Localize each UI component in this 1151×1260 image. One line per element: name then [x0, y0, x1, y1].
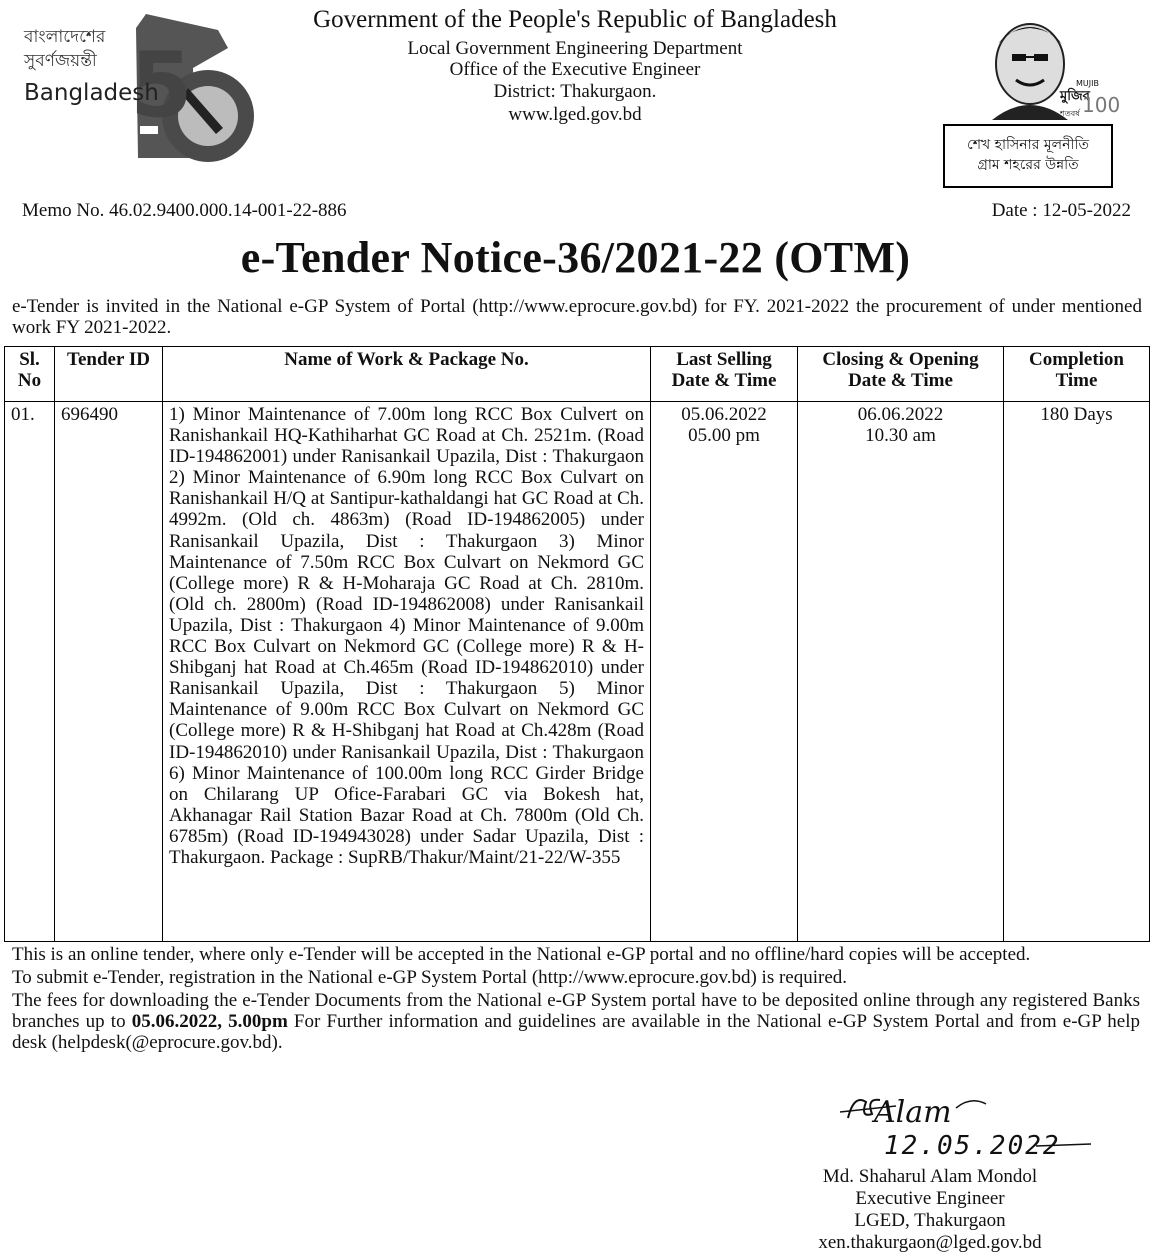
- header-closing: Closing & Opening Date & Time: [798, 347, 1004, 402]
- header-work: Name of Work & Package No.: [163, 347, 651, 402]
- signature-date: 12.05.2022: [884, 1131, 1061, 1161]
- handwritten-signature: [836, 1088, 1096, 1160]
- logo-bn-line2: সুবর্ণজয়ন্তী: [24, 51, 97, 71]
- footer-note-online: This is an online tender, where only e-Tender will be accepted in the National e-GP portal and no offline/hard copies will be accepted.: [12, 944, 1031, 965]
- cell-closing: [798, 402, 1004, 942]
- footer-notes: [12, 944, 1140, 1055]
- header-last-selling: Last Selling Date & Time: [651, 347, 798, 402]
- mujib-label-bn2: শতবর্ষ: [1060, 109, 1080, 118]
- footer-note-registration: To submit e-Tender, registration in the National e-GP System Portal (http://www.eprocure.gov.bd) is required.: [12, 967, 848, 988]
- footer-note-fees: [12, 990, 1140, 1053]
- fees-text-b: For Further information and guidelines are available in the National e-GP System Portal and from e-GP help desk (helpdesk(@eprocure.gov.bd).: [12, 1011, 1140, 1053]
- last-selling-date: 05.06.2022: [681, 404, 767, 425]
- table-header-row: [5, 347, 1150, 402]
- signature-name: Alam: [874, 1095, 952, 1130]
- closing-time: 10.30 am: [865, 425, 936, 447]
- header-sl: Sl. No: [5, 347, 55, 402]
- logo-bn-line1: বাংলাদেশের: [24, 27, 106, 47]
- svg-text:5: 5: [130, 33, 193, 138]
- closing-date: 06.06.2022: [857, 404, 944, 425]
- mujib-100-logo: [972, 10, 1121, 122]
- header-completion: Completion Time: [1004, 347, 1150, 402]
- cell-sl: 01.: [5, 402, 55, 942]
- tender-table: [4, 346, 1150, 942]
- signatory-office: LGED, Thakurgaon: [854, 1210, 1006, 1231]
- signatory-block: [770, 1166, 1090, 1254]
- intro-text: e-Tender is invited in the National e-GP System of Portal (http://www.eprocure.gov.bd) for FY. 2021-2022 the procurement of under mentioned work FY 2021-2022.: [12, 296, 1142, 338]
- signatory-designation: Executive Engineer: [855, 1188, 1005, 1209]
- mujib-label-bn: মুজিব: [1060, 89, 1090, 104]
- cell-work: [163, 402, 651, 942]
- signatory-email[interactable]: xen.thakurgaon@lged.gov.bd: [818, 1232, 1042, 1253]
- package-number: Package : SupRB/Thakur/Maint/21-22/W-355: [269, 846, 621, 868]
- cell-completion: 180 Days: [1004, 402, 1150, 942]
- department-name: Local Government Engineering Department: [407, 38, 743, 59]
- mujib-number: 100: [1082, 93, 1121, 117]
- motto-box: [943, 124, 1113, 188]
- mujib-label-en: MUJIB: [1076, 79, 1099, 88]
- work-description: 1) Minor Maintenance of 7.00m long RCC Box Culvert on Ranishankail HQ-Kathiharhat GC Road at Ch. 2521m. (Road ID-194862001) under Ranisankail Upazila, Dist : Thakurgaon 2) Minor Maintenance of 6.90m long RCC Box Culvart on Ranishankail H/Q at Santipur-kathaldangi hat GC Road at Ch. 4992m. (Old ch. 4863m) (Road ID-194862005) under Ranisankail Upazila, Dist : Thakurgaon 3) Minor Maintenance of 7.50m RCC Box Culvart on Nekmord GC (College more) R & H-Moharaja GC Road at Ch. 2810m. (Old ch. 2800m) (Road ID-194862008) under Ranisankail Upazila, Dist : Thakurgaon 4) Minor Maintenance of 9.00m RCC Box Culvart on Nekmord GC (College more) R & H-Shibganj hat Road at Ch.465m (Road ID-194862010) under Ranisankail Upazila, Dist : Thakurgaon 5) Minor Maintenance of 9.00m RCC Box Culvart on Nekmord GC (College more) R & H-Shibganj hat Road at Ch.428m (Road ID-194862010) under Ranisankail Upazila, Dist : Thakurgaon 6) Minor Maintenance of 100.00m long RCC Girder Bridge on Chilarang UP Ofice-Farabari GC via Bokesh hat, Akhanagar Rail Station Bazar Road at Ch. 7800m (Old Ch. 6785m) (Road ID-194943028) under Sadar Upazila, Dist : Thakurgaon.: [169, 404, 644, 868]
- website-link[interactable]: www.lged.gov.bd: [508, 104, 642, 125]
- fees-text-a: The fees for downloading the e-Tender Documents from the National e-GP System portal have to be deposited online through any registered Banks branches up to: [12, 990, 1140, 1032]
- logo-en-text: Bangladesh: [24, 80, 159, 106]
- last-selling-time: 05.00 pm: [688, 425, 760, 447]
- bangladesh-50-logo: [18, 8, 263, 168]
- signatory-name: Md. Shaharul Alam Mondol: [822, 1166, 1038, 1187]
- office-name: Office of the Executive Engineer: [449, 59, 701, 80]
- district-name: District: Thakurgaon.: [493, 81, 657, 102]
- table-row: [5, 402, 1150, 942]
- fees-deadline: 05.06.2022, 5.00pm: [131, 1011, 288, 1032]
- motto-line2: গ্রাম শহরের উন্নতি: [977, 157, 1079, 173]
- notice-date: Date : 12-05-2022: [991, 200, 1131, 221]
- cell-last-selling: [651, 402, 798, 942]
- notice-title: e-Tender Notice-36/2021-22 (OTM): [240, 233, 911, 282]
- motto-line1: শেখ হাসিনার মূলনীতি: [967, 137, 1089, 153]
- memo-number: Memo No. 46.02.9400.000.14-001-22-886: [22, 200, 347, 221]
- cell-tender-id: 696490: [55, 402, 163, 942]
- government-title: Government of the People's Republic of Bangladesh: [313, 6, 837, 33]
- header-tender-id: Tender ID: [55, 347, 163, 402]
